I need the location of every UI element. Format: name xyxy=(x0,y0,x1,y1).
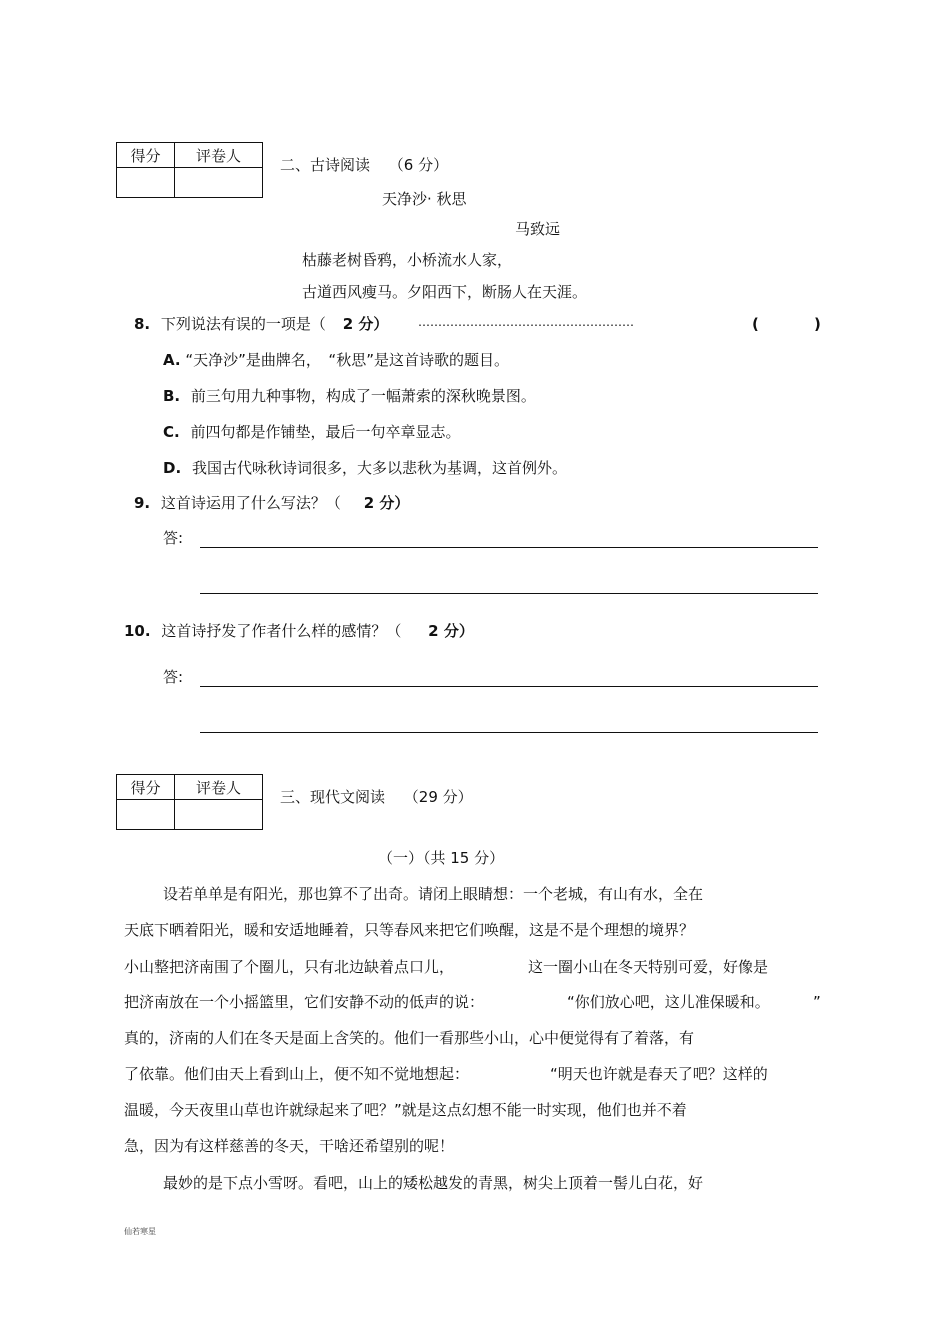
option-d xyxy=(163,461,567,476)
answer-line[interactable] xyxy=(200,686,818,687)
prose-line-4c: ” xyxy=(813,993,821,1011)
option-b xyxy=(163,389,536,404)
question-10-score: 2 分） xyxy=(428,622,474,640)
question-9-score: 2 分） xyxy=(363,494,410,512)
question-10-text: 这首诗抒发了作者什么样的感情？（ xyxy=(161,622,402,640)
option-c xyxy=(163,425,461,440)
prose-line-3b: 这一圈小山在冬天特别可爱，好像是 xyxy=(528,958,769,976)
reviewer-cell xyxy=(175,800,263,830)
prose-line-2: 天底下晒着阳光，暖和安适地睡着，只等春风来把它们唤醒，这是不是个理想的境界？ xyxy=(124,921,695,939)
prose-line-6a: 了依靠。他们由天上看到山上，便不知不觉地想起： xyxy=(124,1065,470,1083)
section2-title: 二、古诗阅读 xyxy=(280,156,371,174)
question-9-number: 9. xyxy=(134,494,151,512)
answer-bracket-open: ( xyxy=(752,315,759,333)
prose-line-4a: 把济南放在一个小摇篮里，它们安静不动的低声的说： xyxy=(124,993,485,1011)
question-8-dots: ……………………………………………… xyxy=(418,315,634,329)
question-10 xyxy=(124,624,474,639)
reviewer-cell xyxy=(175,168,263,198)
section3-subtitle: （一）（共 15 分） xyxy=(378,849,505,867)
prose-line-1: 设若单单是有阳光，那也算不了出奇。请闭上眼睛想：一个老城，有山有水，全在 xyxy=(163,885,704,903)
prose-line-8: 急，因为有这样慈善的冬天，干啥还希望别的呢！ xyxy=(124,1137,455,1155)
prose-line-6b: “明天也许就是春天了吧？这样的 xyxy=(550,1065,768,1083)
section3-title: 三、现代文阅读 xyxy=(280,788,386,806)
score-header-defen: 得分 xyxy=(117,143,175,168)
section3-score: （29 分） xyxy=(403,788,473,806)
option-a xyxy=(163,353,509,368)
section2-heading xyxy=(280,158,448,173)
poem-author: 马致远 xyxy=(515,220,561,238)
question-9 xyxy=(134,496,409,511)
option-c-text: 前四句都是作铺垫，最后一句卒章显志。 xyxy=(190,423,461,441)
answer-line[interactable] xyxy=(200,547,818,548)
prose-line-3a: 小山整把济南围了个圈儿，只有北边缺着点口儿， xyxy=(124,958,455,976)
question-9-answer-label: 答: xyxy=(163,529,184,547)
prose-line-7: 温暖，今天夜里山草也许就绿起来了吧？”就是这点幻想不能一时实现，他们也并不着 xyxy=(124,1101,687,1119)
answer-line[interactable] xyxy=(200,593,818,594)
poem-line-1: 枯藤老树昏鸦，小桥流水人家， xyxy=(302,251,513,269)
score-table-1 xyxy=(116,142,263,198)
score-header-reviewer: 评卷人 xyxy=(175,775,263,800)
option-c-label: C. xyxy=(163,423,180,441)
question-8-number: 8. xyxy=(134,315,151,333)
poem-title: 天净沙· 秋思 xyxy=(382,190,467,208)
option-b-text: 前三句用九种事物，构成了一幅萧索的深秋晚景图。 xyxy=(190,387,536,405)
option-a-text: “天净沙”是曲牌名， “秋思”是这首诗歌的题目。 xyxy=(185,351,509,369)
prose-line-9: 最妙的是下点小雪呀。看吧，山上的矮松越发的青黑，树尖上顶着一髻儿白花，好 xyxy=(163,1174,704,1192)
section2-score: （6 分） xyxy=(388,156,449,174)
score-table-2 xyxy=(116,774,263,830)
option-b-label: B. xyxy=(163,387,181,405)
question-10-answer-label: 答: xyxy=(163,668,184,686)
poem-line-2: 古道西风瘦马。夕阳西下，断肠人在天涯。 xyxy=(302,283,588,301)
question-8-text: 下列说法有误的一项是（ xyxy=(160,315,326,333)
question-9-text: 这首诗运用了什么写法？（ xyxy=(160,494,341,512)
question-8 xyxy=(134,317,388,332)
prose-line-4b: “你们放心吧，这儿准保暖和。 xyxy=(567,993,770,1011)
score-cell xyxy=(117,168,175,198)
question-10-number: 10. xyxy=(124,622,151,640)
prose-line-5: 真的，济南的人们在冬天是面上含笑的。他们一看那些小山，心中便觉得有了着落，有 xyxy=(124,1029,695,1047)
question-8-score: 2 分） xyxy=(342,315,389,333)
option-d-text: 我国古代咏秋诗词很多，大多以悲秋为基调，这首例外。 xyxy=(191,459,567,477)
score-header-defen: 得分 xyxy=(117,775,175,800)
footer-text: 仙若寒星 xyxy=(124,1227,156,1236)
option-a-label: A. xyxy=(163,351,181,369)
score-header-reviewer: 评卷人 xyxy=(175,143,263,168)
option-d-label: D. xyxy=(163,459,182,477)
answer-line[interactable] xyxy=(200,732,818,733)
score-cell xyxy=(117,800,175,830)
section3-heading xyxy=(280,790,473,805)
answer-bracket-close: ) xyxy=(814,315,821,333)
